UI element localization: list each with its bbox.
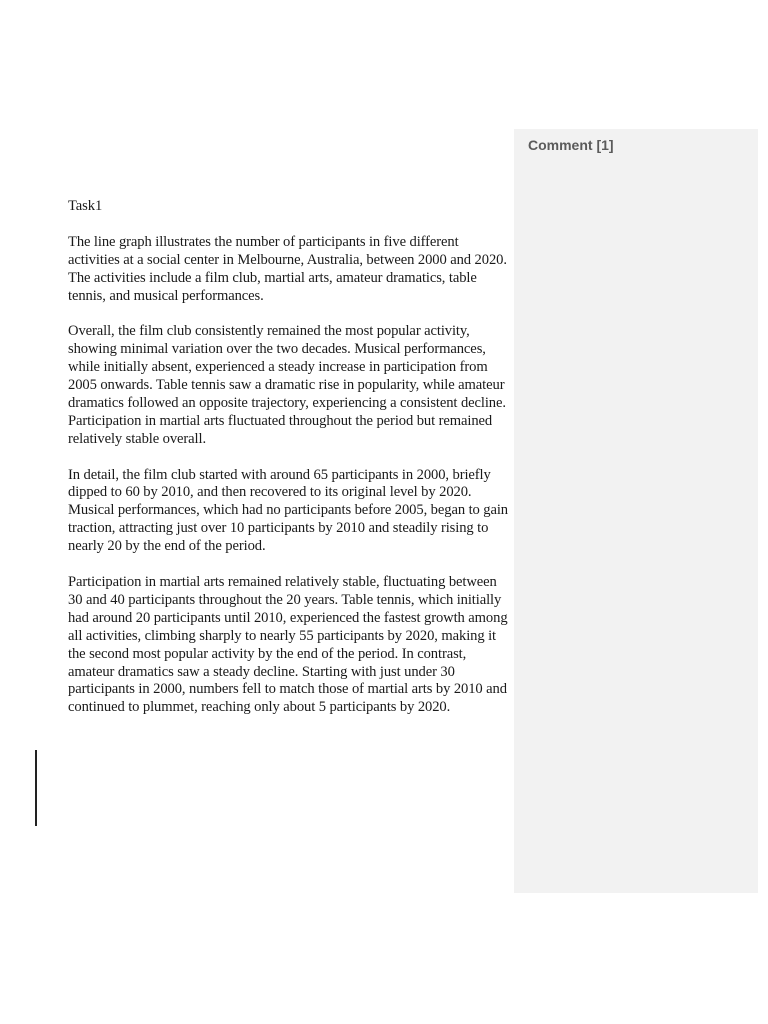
- paragraph-detail-1: In detail, the film club started with around 65 participants in 2000, briefly dipped to 60 by 2010, and then recovered to its original level by 2020. Musical performances, which had no participants before 2005, began to gain traction, attracting just over 10 participants by 2010 and steadily rising to nearly 20 by the end of the period.: [68, 466, 508, 555]
- paragraph-intro: The line graph illustrates the number of participants in five different activities at a social center in Melbourne, Australia, between 2000 and 2020. The activities include a film club, martial arts, amateur dramatics, table tennis, and musical performances.: [68, 233, 507, 304]
- comment-pane[interactable]: [514, 129, 758, 893]
- revision-change-bar: [35, 750, 37, 826]
- paragraph-detail-2: Participation in martial arts remained relatively stable, fluctuating between 30 and 40 participants throughout the 20 years. Table tennis, which initially had around 20 participants until 2010, experienced the fastest growth among all activities, climbing sharply to nearly 55 participants by 2020, making it the second most popular activity by the end of the period. In contrast, amateur dramatics saw a steady decline. Starting with just under 30 participants in 2000, numbers fell to match those of martial arts by 2010 and continued to plummet, reaching only about 5 participants by 2020.: [68, 573, 508, 716]
- document-body[interactable]: [68, 198, 510, 735]
- heading-task: Task1: [68, 198, 103, 214]
- paragraph-overview: Overall, the film club consistently remained the most popular activity, showing minimal variation over the two decades. Musical performances, while initially absent, experienced a steady increase in participation from 2005 onwards. Table tennis saw a dramatic rise in popularity, while amateur dramatics followed an opposite trajectory, experiencing a consistent decline. Participation in martial arts fluctuated throughout the period but remained relatively stable overall.: [68, 323, 506, 447]
- comment-title: Comment [1]: [528, 137, 614, 153]
